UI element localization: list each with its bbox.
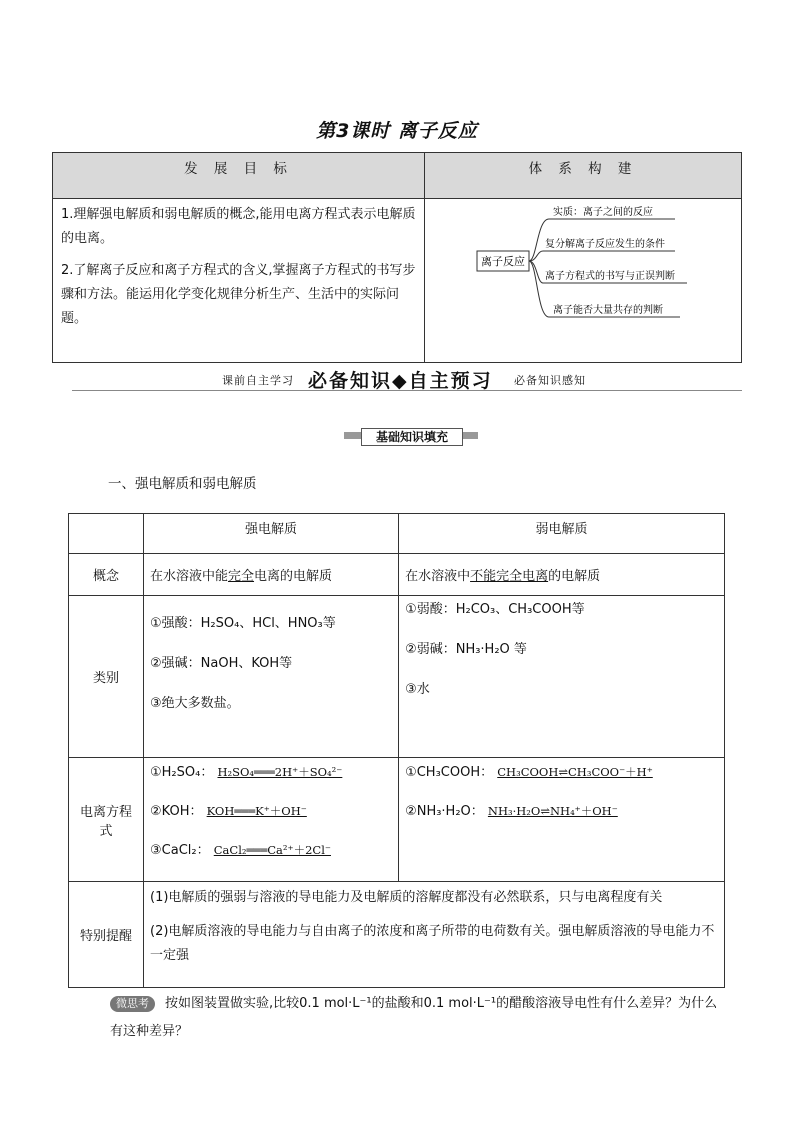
goal-item: 2.了解离子反应和离子方程式的含义,掌握离子方程式的书写步骤和方法。能运用化学变化规律分析生产、生活中的实际问题。 xyxy=(61,263,416,326)
eq-answer: H₂SO₄═══2H⁺＋SO₄²⁻ xyxy=(217,765,343,779)
section-banner xyxy=(222,366,602,390)
section-heading: 一、强电解质和弱电解质 xyxy=(108,476,257,492)
mindmap-cell xyxy=(425,199,742,363)
equation-weak xyxy=(399,758,725,882)
think-text: 按如图装置做实验,比较0.1 mol·L⁻¹的盐酸和0.1 mol·L⁻¹的醋酸溶液导电性有什么差异？为什么有这种差异？ xyxy=(110,996,718,1039)
think-badge: 微思考 xyxy=(110,996,155,1012)
eq-answer: CaCl₂═══Ca²⁺＋2Cl⁻ xyxy=(213,843,331,857)
goal-item: 1.理解强电解质和弱电解质的概念,能用电离方程式表示电解质的电离。 xyxy=(61,207,416,246)
mindmap-diagram xyxy=(425,199,739,359)
blank-answer: 不能完全电离 xyxy=(470,569,549,584)
mindmap-center: 离子反应 xyxy=(481,255,525,268)
row-notes: 特别提醒 xyxy=(69,882,144,988)
col-strong: 强电解质 xyxy=(144,514,399,554)
notes-cell xyxy=(144,882,725,988)
equation-line xyxy=(150,840,392,861)
category-item: ②弱碱：NH₃·H₂O 等 xyxy=(405,642,527,657)
mindmap-connector xyxy=(529,261,549,317)
eq-label: ②NH₃·H₂O： xyxy=(405,804,484,819)
category-item: ①强酸：H₂SO₄、HCl、HNO₃等 xyxy=(150,616,336,631)
category-item: ①弱酸：H₂CO₃、CH₃COOH等 xyxy=(405,602,585,617)
equation-line xyxy=(150,801,392,822)
eq-answer: CH₃COOH⇌CH₃COO⁻＋H⁺ xyxy=(497,765,653,779)
subsection-pill xyxy=(344,428,478,444)
corner-cell xyxy=(69,514,144,554)
concept-weak xyxy=(399,554,725,596)
eq-label: ③CaCl₂： xyxy=(150,843,210,858)
eq-label: ①CH₃COOH： xyxy=(405,765,494,780)
banner-rule xyxy=(72,390,742,391)
category-item: ②强碱：NaOH、KOH等 xyxy=(150,656,293,671)
mindmap-branch: 离子方程式的书写与正误判断 xyxy=(545,271,675,282)
category-item: ③水 xyxy=(405,682,430,697)
banner-left: 课前自主学习 xyxy=(222,374,294,387)
page-title: 第3课时 离子反应 xyxy=(316,120,478,142)
equation-line xyxy=(405,762,718,783)
text: 的电解质 xyxy=(548,569,601,584)
system-header: 体 系 构 建 xyxy=(425,153,742,199)
col-weak: 弱电解质 xyxy=(399,514,725,554)
blank-answer: 完全 xyxy=(228,569,255,584)
mindmap-branch: 复分解离子反应发生的条件 xyxy=(545,239,665,250)
row-equation: 电离方程式 xyxy=(69,758,144,882)
category-strong xyxy=(144,596,399,758)
electrolyte-table xyxy=(68,513,725,988)
mindmap-branch: 实质：离子之间的反应 xyxy=(553,207,653,218)
category-weak xyxy=(399,596,725,758)
row-category: 类别 xyxy=(69,596,144,758)
note-item: (2)电解质溶液的导电能力与自由离子的浓度和离子所带的电荷数有关。强电解质溶液的导电能力不一定强 xyxy=(150,924,715,963)
banner-right: 必备知识感知 xyxy=(514,374,586,387)
eq-answer: KOH═══K⁺＋OH⁻ xyxy=(206,804,307,818)
eq-answer: NH₃·H₂O⇌NH₄⁺＋OH⁻ xyxy=(487,804,618,818)
eq-label: ②KOH： xyxy=(150,804,203,819)
banner-main: 必备知识◆自主预习 xyxy=(308,370,493,392)
mindmap-branch: 离子能否大量共存的判断 xyxy=(553,305,663,316)
category-item: ③绝大多数盐。 xyxy=(150,696,240,711)
pill-label: 基础知识填充 xyxy=(361,428,463,446)
row-concept: 概念 xyxy=(69,554,144,596)
text: 在水溶液中能 xyxy=(150,569,229,584)
think-question xyxy=(110,990,730,1046)
equation-line xyxy=(150,762,392,783)
goals-header: 发 展 目 标 xyxy=(53,153,425,199)
equation-strong xyxy=(144,758,399,882)
goals-table xyxy=(52,152,742,363)
equation-line xyxy=(405,801,718,822)
eq-label: ①H₂SO₄： xyxy=(150,765,214,780)
concept-strong xyxy=(144,554,399,596)
goals-cell xyxy=(53,199,425,363)
text: 电离的电解质 xyxy=(254,569,333,584)
text: 在水溶液中 xyxy=(405,569,471,584)
note-item: (1)电解质的强弱与溶液的导电能力及电解质的溶解度都没有必然联系，只与电离程度有关 xyxy=(150,890,663,905)
